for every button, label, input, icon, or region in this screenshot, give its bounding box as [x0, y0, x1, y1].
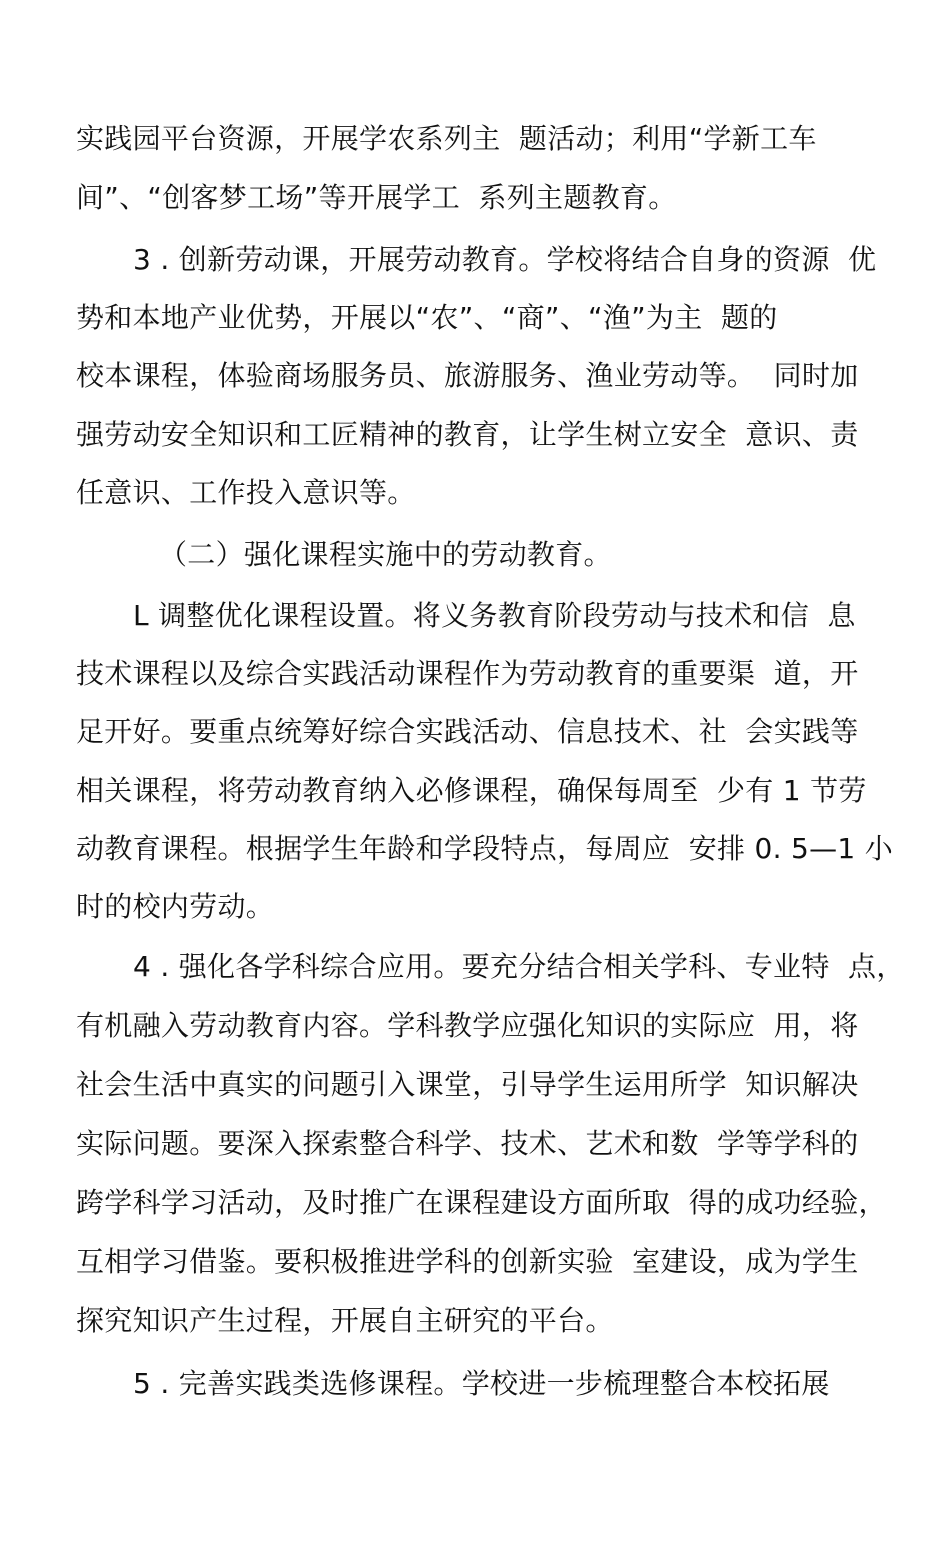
text-line-2: 间”、“创客梦工场”等开展学工 系列主题教育。	[76, 181, 677, 214]
text-line-11: 足开好。要重点统筹好综合实践活动、信息技术、社 会实践等	[76, 715, 859, 748]
text-line-18: 实际问题。要深入探索整合科学、技术、艺术和数 学等学科的	[76, 1127, 859, 1160]
section-heading: （二）强化课程实施中的劳动教育。	[159, 538, 612, 571]
text-line-6: 强劳动安全知识和工匠精神的教育，让学生树立安全 意识、责	[76, 418, 859, 451]
text-line-14: 时的校内劳动。	[76, 890, 275, 923]
text-line-17: 社会生活中真实的问题引入课堂，引导学生运用所学 知识解决	[76, 1068, 859, 1101]
text-line-22: 5 . 完善实践类选修课程。学校进一步梳理整合本校拓展	[133, 1367, 830, 1400]
text-line-1: 实践园平台资源，开展学农系列主 题活动；利用“学新工车	[76, 122, 817, 155]
text-line-20: 互相学习借鉴。要积极推进学科的创新实验 室建设，成为学生	[76, 1245, 859, 1278]
text-line-19: 跨学科学习活动，及时推广在课程建设方面所取 得的成功经验，	[76, 1186, 887, 1219]
text-line-15: 4 . 强化各学科综合应用。要充分结合相关学科、专业特 点，	[133, 950, 905, 983]
text-line-21: 探究知识产生过程，开展自主研究的平台。	[76, 1304, 614, 1337]
text-line-12: 相关课程，将劳动教育纳入必修课程，确保每周至 少有 1 节劳	[76, 774, 867, 807]
text-line-4: 势和本地产业优势，开展以“农”、“商”、“渔”为主 题的	[76, 301, 778, 334]
text-line-3: 3 . 创新劳动课，开展劳动教育。学校将结合自身的资源 优	[133, 243, 877, 276]
text-line-5: 校本课程，体验商场服务员、旅游服务、渔业劳动等。 同时加	[76, 359, 859, 392]
text-line-9: L 调整优化课程设置。将义务教育阶段劳动与技术和信 息	[133, 599, 856, 632]
text-line-16: 有机融入劳动教育内容。学科教学应强化知识的实际应 用，将	[76, 1009, 859, 1042]
text-line-7: 任意识、工作投入意识等。	[76, 476, 416, 509]
text-line-10: 技术课程以及综合实践活动课程作为劳动教育的重要渠 道，开	[76, 657, 859, 690]
text-line-13: 动教育课程。根据学生年龄和学段特点，每周应 安排 0. 5—1 小	[76, 832, 894, 865]
